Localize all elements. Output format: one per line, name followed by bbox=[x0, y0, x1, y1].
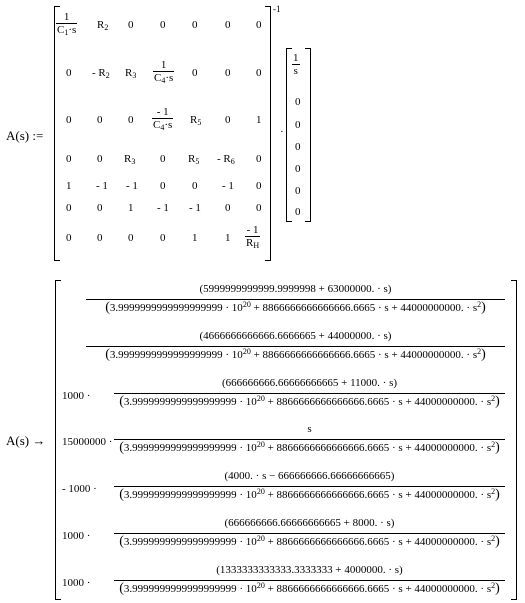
matrix-cell-1-5: 0 bbox=[192, 19, 198, 31]
matrix-cell-4-7: 0 bbox=[256, 153, 262, 165]
result-denominator: ($3.9999999999999999999 \cdot 10^{20} + 8866666666666666.6665 \cdot s + 44000000000$. · $s^2$) bbox=[114, 439, 505, 456]
matrix-cell-2-4: $\frac{1}{C_4\cdot s}$ bbox=[154, 59, 174, 85]
result-coefficient: - 1000 · bbox=[62, 483, 97, 496]
matrix-cell-7-6: 1 bbox=[225, 232, 231, 244]
matrix-cell-7-4: 0 bbox=[160, 232, 166, 244]
matrix-cell-6-7: 0 bbox=[256, 202, 262, 214]
result-denominator: ($3.9999999999999999999 \cdot 10^{20} + 8866666666666666.6665 \cdot s + 44000000000$. · $s^2$) bbox=[114, 486, 505, 503]
matrix-cell-3-2: 0 bbox=[97, 114, 103, 126]
matrix-cell-6-3: 1 bbox=[128, 202, 134, 214]
vector-cell-5: 0 bbox=[295, 163, 301, 175]
inverse-exponent: -1 bbox=[273, 4, 281, 14]
vector-cell-7: 0 bbox=[295, 206, 301, 218]
matrix-cell-6-5: - 1 bbox=[189, 202, 201, 214]
result-coefficient: 1000 · bbox=[62, 576, 91, 589]
matrix-cell-1-1: $\frac{1}{C_1\cdot s}$ bbox=[57, 11, 77, 37]
matrix-cell-4-4: 0 bbox=[160, 153, 166, 165]
matrix-cell-7-2: 0 bbox=[97, 232, 103, 244]
result-left-bracket bbox=[55, 280, 61, 600]
matrix-cell-4-3: $R_3$ bbox=[124, 153, 136, 166]
matrix-cell-3-3: 0 bbox=[128, 114, 134, 126]
matrix-cell-4-1: 0 bbox=[66, 153, 72, 165]
matrix-cell-6-2: 0 bbox=[97, 202, 103, 214]
vector-right-bracket bbox=[305, 48, 311, 222]
matrix-cell-3-1: 0 bbox=[66, 114, 72, 126]
result-numerator: (666666666.66666666665 + 11000. · s) bbox=[221, 376, 398, 389]
matrix-cell-3-6: 0 bbox=[225, 114, 231, 126]
result-denominator: ($3.9999999999999999999 \cdot 10^{20} + 8866666666666666.6665 \cdot s + 44000000000$. · $s^2$) bbox=[86, 346, 505, 363]
result-numerator: (1333333333333.3333333 + 4000000. · s) bbox=[216, 563, 403, 576]
result-coefficient: 1000 · bbox=[62, 530, 91, 542]
definition-label: A(s) := bbox=[6, 128, 44, 143]
matrix-cell-6-1: 0 bbox=[66, 202, 72, 214]
matrix-cell-1-3: 0 bbox=[128, 19, 134, 31]
matrix-cell-2-3: $R_3$ bbox=[125, 67, 137, 80]
result-numerator: s bbox=[307, 423, 312, 436]
vector-cell-2: 0 bbox=[295, 96, 301, 108]
result-coefficient: 15000000 · bbox=[62, 436, 113, 449]
matrix-cell-7-1: 0 bbox=[66, 232, 72, 244]
matrix-cell-5-2: - 1 bbox=[96, 180, 108, 192]
matrix-cell-3-4: $\frac{- 1}{C_4\cdot s}$ bbox=[153, 106, 173, 132]
matrix-cell-3-5: $R_5$ bbox=[190, 114, 202, 127]
matrix-cell-2-1: 0 bbox=[66, 67, 72, 79]
result-denominator: ($3.9999999999999999999 \cdot 10^{20} + 8866666666666666.6665 \cdot s + 44000000000$. · $s^2$) bbox=[114, 533, 505, 550]
matrix-left-bracket bbox=[54, 6, 60, 261]
result-denominator: ($3.9999999999999999999 \cdot 10^{20} + 8866666666666666.6665 \cdot s + 44000000000$. · $s^2$) bbox=[114, 580, 505, 597]
matrix-cell-5-4: 0 bbox=[160, 180, 166, 192]
matrix-cell-4-6: - $R_6$ bbox=[217, 153, 235, 166]
vector-cell-6: 0 bbox=[295, 185, 301, 197]
result-label: A(s) → bbox=[6, 433, 46, 448]
matrix-cell-5-3: - 1 bbox=[126, 180, 138, 192]
result-denominator: ($3.9999999999999999999 \cdot 10^{20} + 8866666666666666.6665 \cdot s + 44000000000$. · $s^2$) bbox=[114, 393, 505, 410]
multiply-dot: · bbox=[280, 126, 284, 138]
matrix-cell-1-4: 0 bbox=[160, 19, 166, 31]
matrix-cell-1-6: 0 bbox=[225, 19, 231, 31]
matrix-cell-6-4: - 1 bbox=[157, 202, 169, 214]
matrix-cell-4-5: $R_5$ bbox=[188, 153, 200, 166]
matrix-cell-7-3: 0 bbox=[128, 232, 134, 244]
matrix-cell-3-7: 1 bbox=[256, 114, 262, 126]
result-numerator: (5999999999999.9999998 + 63000000. · s) bbox=[199, 283, 392, 295]
vector-cell-4: 0 bbox=[295, 141, 301, 153]
matrix-cell-5-6: - 1 bbox=[222, 180, 234, 192]
matrix-cell-1-2: $R_2$ bbox=[97, 19, 109, 32]
result-denominator: ($3.9999999999999999999 \cdot 10^{20} + 8866666666666666.6665 \cdot s + 44000000000$. · $s^2$) bbox=[86, 299, 505, 316]
matrix-cell-2-7: 0 bbox=[256, 67, 262, 79]
matrix-cell-7-5: 1 bbox=[192, 232, 198, 244]
matrix-cell-6-6: 0 bbox=[225, 202, 231, 214]
matrix-cell-2-6: 0 bbox=[225, 67, 231, 79]
result-numerator: (666666666.66666666665 + 8000. · s) bbox=[224, 517, 395, 529]
result-right-bracket bbox=[511, 280, 517, 600]
matrix-cell-1-7: 0 bbox=[256, 19, 262, 31]
matrix-cell-4-2: 0 bbox=[97, 153, 103, 165]
result-coefficient: 1000 · bbox=[62, 389, 91, 402]
result-numerator: (4666666666666.6666665 + 44000000. · s) bbox=[199, 329, 392, 342]
matrix-cell-7-7: $\frac{- 1}{R_H}$ bbox=[246, 224, 260, 250]
vector-cell-3: 0 bbox=[295, 119, 301, 131]
matrix-cell-2-5: 0 bbox=[192, 67, 198, 79]
result-numerator: (4000. · s − 666666666.66666666665) bbox=[224, 470, 395, 483]
vector-cell-1: $\frac{1}{s}$ bbox=[293, 52, 299, 77]
matrix-right-bracket bbox=[265, 6, 271, 261]
matrix-cell-5-7: 0 bbox=[256, 180, 262, 192]
matrix-cell-5-1: 1 bbox=[66, 180, 72, 192]
matrix-cell-5-5: 0 bbox=[192, 180, 198, 192]
matrix-cell-2-2: - $R_2$ bbox=[92, 67, 110, 80]
